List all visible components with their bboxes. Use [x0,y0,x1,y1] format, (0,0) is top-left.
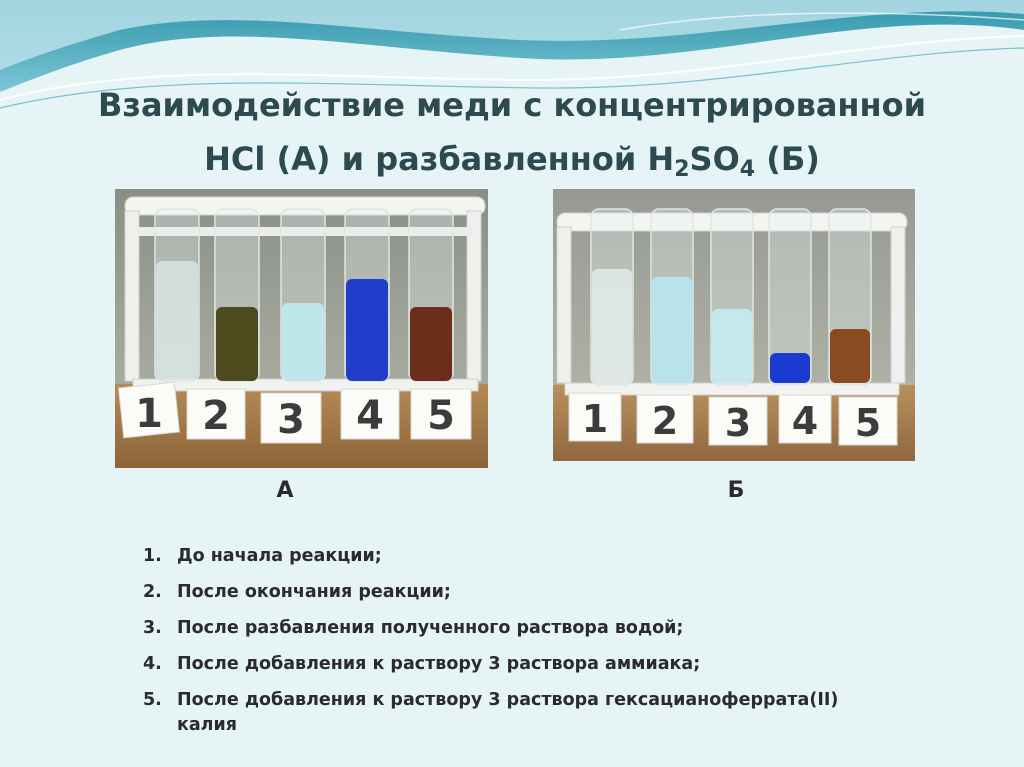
tube-number: 4 [356,393,384,439]
list-item [143,574,1003,610]
list-item-number: 1. [143,546,162,566]
tube-number: 5 [427,393,455,439]
list-item-continuation: калия [177,715,238,735]
photo-b-caption: Б [727,478,745,503]
list-item-number: 3. [143,618,162,638]
list-item-number: 2. [143,582,162,602]
title-subscript: 2 [674,157,690,182]
list-item-number: 4. [143,654,162,674]
tube-number: 3 [277,397,305,443]
list-item [143,682,1003,738]
title-line-2-part: SO [689,140,740,178]
tube-number: 1 [581,397,609,441]
list-item-text: После окончания реакции; [177,582,451,602]
tube-number: 2 [651,399,679,443]
title-line-1: Взаимодействие меди с концентрированной [97,86,927,124]
title-line-2-part: (Б) [755,140,820,178]
list-item-text: До начала реакции; [177,546,382,566]
tube-number: 1 [135,391,163,437]
tube-number: 3 [724,401,752,445]
list-item [143,538,1003,574]
list-item-number: 5. [143,690,162,710]
title-subscript: 4 [739,157,756,182]
slide-title [0,78,1024,186]
tube-number: 4 [791,399,819,443]
list-item [143,610,1003,646]
steps-list [143,538,1003,738]
photo-a-caption: А [276,478,294,503]
title-line-2 [0,132,1024,186]
list-item-text: После добавления к раствору 3 раствора аммиака; [177,654,701,674]
photo-test-tubes-b [553,189,915,461]
tube-number: 2 [202,393,230,439]
photo-test-tubes-a [115,189,488,468]
list-item [143,646,1003,682]
title-line-2-part: HCl (А) и разбавленной H [204,140,675,178]
list-item-text: После добавления к раствору 3 раствора гексацианоферрата(II) [177,690,839,710]
list-item-text: После разбавления полученного раствора водой; [177,618,684,638]
tube-number: 5 [854,401,882,445]
